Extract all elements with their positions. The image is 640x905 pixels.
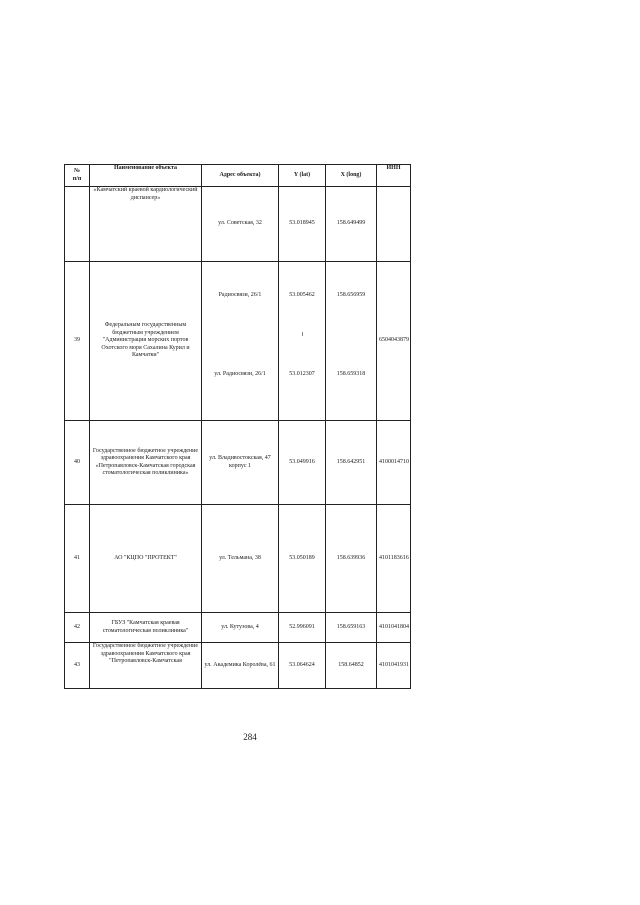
cell-object-name: АО "КЦПО "ПРОТЕКТ": [90, 505, 202, 613]
table-row: [65, 187, 411, 262]
cell-number: 43: [65, 643, 90, 689]
longitude-entry-a: 158.656959: [336, 292, 366, 298]
cell-address: ул. Тельмана, 38: [202, 505, 279, 613]
cell-latitude: 53.018945: [279, 187, 326, 262]
cell-longitude: 158.639936: [326, 505, 377, 613]
cell-longitude: 158.659163: [326, 613, 377, 643]
cell-number: 39: [65, 262, 90, 421]
header-longitude: X (long): [326, 165, 377, 187]
cell-latitude: 52.996091: [279, 613, 326, 643]
scan-mark: [302, 332, 303, 336]
latitude-entry-a: 53.005462: [289, 292, 315, 298]
header-inn: ИНН: [377, 165, 411, 187]
table-header-row: [65, 165, 411, 187]
table-row: [65, 505, 411, 613]
cell-number: 40: [65, 421, 90, 505]
cell-longitude: [326, 262, 377, 421]
cell-object-name: ГБУЗ "Камчатская краевая стоматологическая поликлиника": [90, 613, 202, 643]
cell-latitude: 53.064624: [279, 643, 326, 689]
page-number: 284: [243, 732, 257, 742]
header-address: Адрес объекта): [202, 165, 279, 187]
cell-longitude: 158.64852: [326, 643, 377, 689]
header-object-name: Наименование объекта: [90, 165, 202, 187]
cell-inn: 4101183616: [377, 505, 411, 613]
longitude-entry-b: 158.659318: [336, 371, 366, 377]
cell-inn: 4101041804: [377, 613, 411, 643]
header-latitude: Y (lat): [279, 165, 326, 187]
latitude-entry-b: 53.012307: [289, 371, 315, 377]
cell-number: 41: [65, 505, 90, 613]
cell-object-name: Государственное бюджетное учреждение здравоохранения Камчатского края «Петропавловск-Камчатская городская стоматологическая поликлиника»: [90, 421, 202, 505]
table-row: [65, 262, 411, 421]
cell-inn: 4101041931: [377, 643, 411, 689]
cell-latitude: 53.050189: [279, 505, 326, 613]
object-registry-table: [64, 164, 411, 689]
header-number: № п/п: [65, 165, 90, 187]
cell-object-name: «Камчатский краевой кардиологический диспансер»: [90, 187, 202, 262]
cell-address: [202, 262, 279, 421]
cell-address: ул. Академика Королёва, 61: [202, 643, 279, 689]
address-entry-a: Радиосвязи, 26/1: [218, 292, 262, 298]
cell-object-name: Федеральным государственным бюджетным учреждением "Администрация морских портов Охотского моря Сахалина Курил и Камчатки": [90, 262, 202, 421]
cell-inn: 6504043879: [377, 262, 411, 421]
cell-object-name: Государственное бюджетное учреждение здравоохранения Камчатского края "Петропавловск-Камчатская: [90, 643, 202, 689]
cell-inn: [377, 187, 411, 262]
cell-latitude: [279, 262, 326, 421]
cell-address: ул. Советская, 32: [202, 187, 279, 262]
cell-inn: 4100014710: [377, 421, 411, 505]
cell-address: ул. Кутузова, 4: [202, 613, 279, 643]
cell-number: [65, 187, 90, 262]
cell-longitude: 158.649499: [326, 187, 377, 262]
cell-address: ул. Владивостокская, 47 корпус 1: [202, 421, 279, 505]
table-row: [65, 421, 411, 505]
address-entry-b: ул. Радиосвязи, 26/1: [214, 371, 266, 377]
table-row: [65, 643, 411, 689]
cell-longitude: 158.642951: [326, 421, 377, 505]
cell-latitude: 53.049916: [279, 421, 326, 505]
cell-number: 42: [65, 613, 90, 643]
table-row: [65, 613, 411, 643]
